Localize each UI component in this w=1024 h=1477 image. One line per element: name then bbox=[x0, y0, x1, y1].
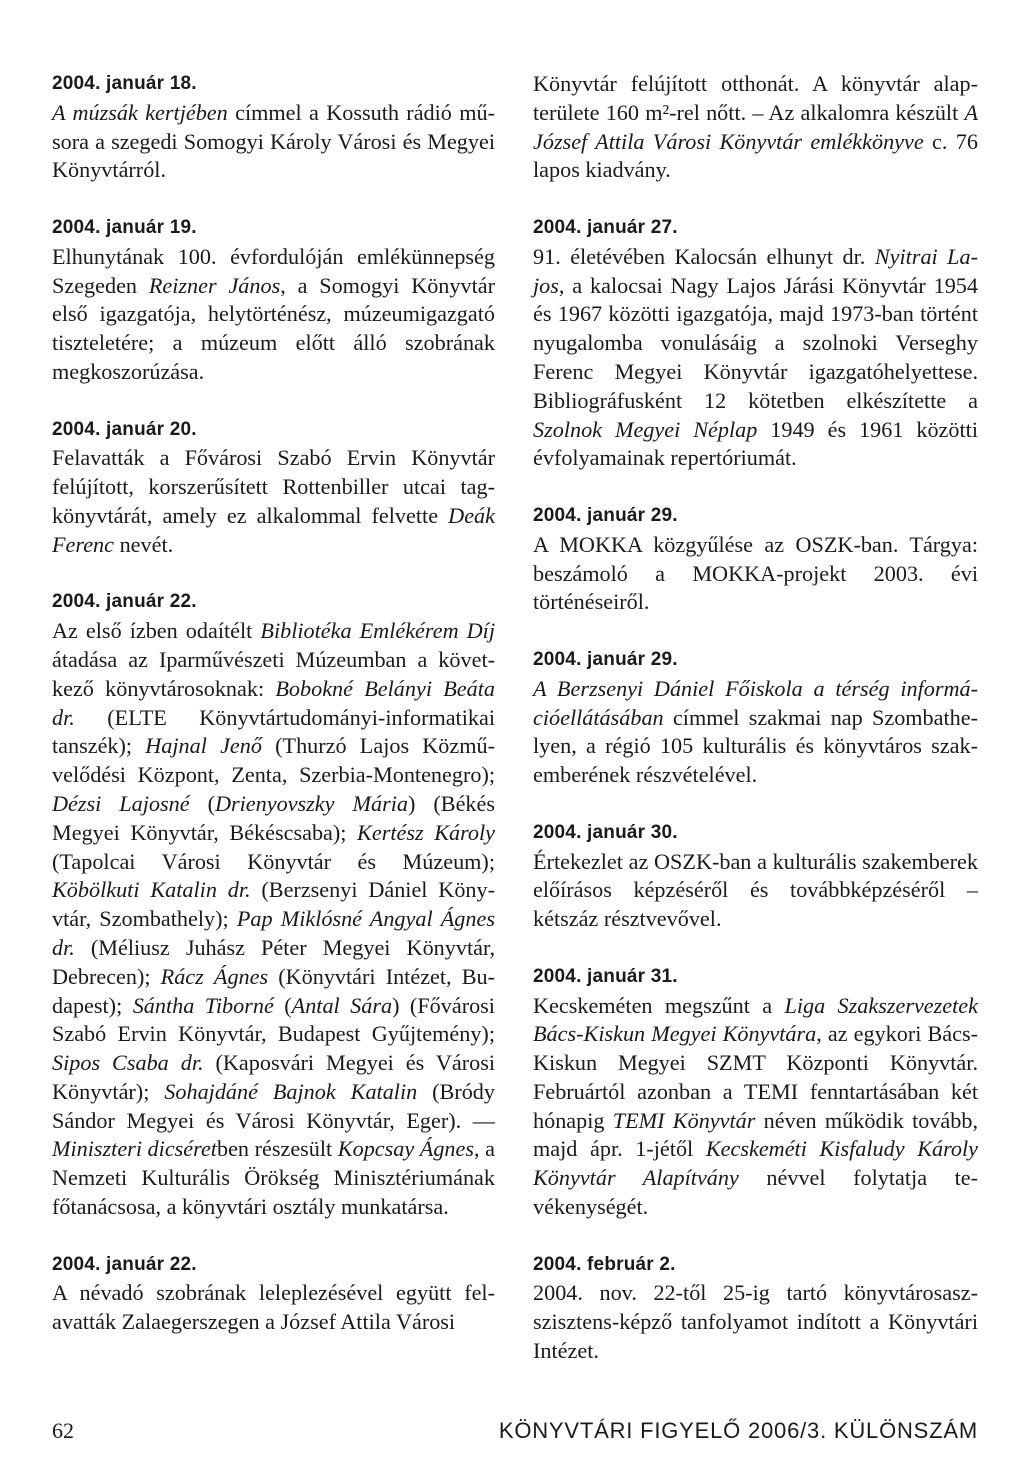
text-run: (Thurzó Lajos Közművelődési Központ, Zenta, Szerbia-Montenegro); bbox=[52, 733, 495, 788]
italic-text: Kopcsay Ágnes bbox=[337, 1136, 475, 1162]
entry-text bbox=[52, 99, 495, 185]
entry-text bbox=[533, 675, 978, 790]
text-run: (Tapolcai Városi Könyvtár és Múzeum); bbox=[52, 848, 495, 874]
text-run: átadása az Iparművészeti Múzeumban a következő könyvtárosoknak: bbox=[52, 646, 495, 701]
entry-text bbox=[533, 243, 978, 473]
entry-date: 2004. január 20. bbox=[52, 418, 197, 440]
text-run: , a kalocsai Nagy Lajos Járási Könyvtár 1954 és 1967 közötti igazgatója, majd 1973-ban történt nyugalomba vonulásáig a szolnoki Verseghy Ferenc Megyei Könyvtár igazgatóhelyettese. Bibliográfusként 12 kötetben elkészítette a bbox=[533, 272, 978, 413]
entry-date: 2004. január 30. bbox=[533, 821, 678, 843]
text-run: (Bródy Sándor Megyei és Városi Könyvtár, Eger). — bbox=[52, 1078, 495, 1133]
chronology-entry bbox=[52, 1251, 495, 1337]
italic-text: A Berzsenyi Dániel Főiskola a térség információellátásában bbox=[533, 675, 978, 730]
text-run: Felavatták a Fővárosi Szabó Ervin Könyvtár felújított, korszerűsített Rottenbiller utcai tagkönyvtárát, amely ez alkalommal felvette bbox=[52, 445, 495, 528]
chronology-entry bbox=[533, 963, 978, 1222]
entry-text bbox=[533, 992, 978, 1222]
italic-text: A múzsák kertjében bbox=[52, 99, 228, 125]
italic-text: Antal Sára bbox=[291, 992, 393, 1018]
entry-date: 2004. január 29. bbox=[533, 504, 678, 526]
text-run: Elhunytának 100. évfordulóján emlékünnepség Szegeden bbox=[52, 243, 495, 298]
journal-title: KÖNYVTÁRI FIGYELŐ 2006/3. KÜLÖNSZÁM bbox=[498, 1418, 978, 1443]
text-run: névvel folytatja tevékenységét. bbox=[533, 1165, 978, 1220]
italic-text: Pap Miklósné Angyal Ágnes dr. bbox=[52, 906, 495, 960]
text-run: , a Nemzeti Kulturális Örökség Minisztériumának főtanácsosa, a könyvtári osztály munkatársa. bbox=[52, 1136, 495, 1220]
entry-date: 2004. február 2. bbox=[533, 1253, 676, 1275]
page-number: 62 bbox=[52, 1418, 74, 1443]
entry-date: 2004. január 18. bbox=[52, 73, 197, 94]
chronology-entry bbox=[52, 214, 495, 387]
italic-text: Sipos Csaba dr. bbox=[52, 1050, 204, 1076]
entry-date: 2004. január 19. bbox=[52, 216, 197, 238]
entry-text bbox=[52, 444, 495, 559]
italic-text: Drienyovszky Mária bbox=[214, 790, 408, 816]
text-run: (Könyvtári Intézet, Budapest); bbox=[52, 963, 495, 1018]
page-footer bbox=[52, 1418, 978, 1448]
text-run: Könyvtár felújított otthonát. A könyvtár alapterülete 160 m²-rel nőtt. – Az alkalomra készült bbox=[533, 71, 978, 125]
text-run: 1949 és 1961 közötti évfolyamainak repertóriumát. bbox=[533, 416, 978, 471]
entry-text bbox=[533, 531, 978, 617]
entry-text bbox=[533, 1279, 978, 1365]
left-column bbox=[52, 70, 495, 1366]
chronology-entry bbox=[52, 588, 495, 1222]
text-run: A névadó szobrának leleplezésével együtt felavatták Zalaegerszegen a József Attila Városi bbox=[52, 1280, 495, 1335]
chronology-entry bbox=[533, 70, 978, 185]
italic-text: Sohajdáné Bajnok Katalin bbox=[164, 1078, 418, 1104]
chronology-entry bbox=[533, 502, 978, 617]
entry-date: 2004. január 27. bbox=[533, 216, 678, 238]
italic-text: Sántha Tiborné bbox=[132, 992, 274, 1018]
entry-text bbox=[52, 243, 495, 387]
chronology-entry bbox=[533, 1251, 978, 1366]
text-run: A MOKKA közgyűlése az OSZK-ban. Tárgya: beszámoló a MOKKA-projekt 2003. évi történéseiről. bbox=[533, 531, 978, 615]
italic-text: Szolnok Megyei Néplap bbox=[533, 416, 758, 442]
text-run: ( bbox=[273, 992, 292, 1018]
entry-date: 2004. január 29. bbox=[533, 648, 678, 670]
italic-text: Miniszteri dicséret bbox=[52, 1136, 217, 1162]
chronology-entry bbox=[533, 214, 978, 473]
italic-text: Deák Ferenc bbox=[52, 502, 495, 557]
entry-date: 2004. január 22. bbox=[52, 1253, 197, 1275]
text-run: 2004. nov. 22-től 25-ig tartó könyvtárosaszszisztens-képző tanfolyamot indított a Könyvtári Intézet. bbox=[533, 1280, 978, 1364]
entry-text bbox=[533, 70, 978, 185]
entry-date: 2004. január 31. bbox=[533, 965, 678, 987]
italic-text: Liga Szakszervezetek Bács-Kiskun Megyei Könyvtára bbox=[533, 992, 978, 1047]
text-run: , az egykori Bács-Kiskun Megyei SZMT Központi Könyvtár. Februártól azonban a TEMI fenntartásában két hónapig bbox=[533, 1021, 978, 1133]
italic-text: TEMI Könyvtár bbox=[612, 1107, 756, 1133]
text-run: (Méliusz Juhász Péter Megyei Könyvtár, Debrecen); bbox=[52, 934, 495, 989]
text-run: ) (Békés Megyei Könyvtár, Békéscsaba); bbox=[52, 790, 495, 845]
entry-text bbox=[533, 848, 978, 934]
text-run: (Kaposvári Megyei és Városi Könyvtár); bbox=[52, 1050, 495, 1104]
right-column bbox=[533, 70, 978, 1395]
text-run: néven működik tovább, majd ápr. 1-jétől bbox=[533, 1107, 979, 1162]
chronology-entry bbox=[533, 819, 978, 934]
chronology-entry bbox=[52, 70, 495, 185]
text-run: címmel szakmai nap Szombathelyen, a régió 105 kulturális és könyvtáros szakemberének részvételével. bbox=[533, 704, 978, 788]
entry-text bbox=[52, 1279, 495, 1337]
text-run: nevét. bbox=[114, 531, 174, 557]
chronology-entry bbox=[52, 416, 495, 560]
italic-text: Hajnal Jenő bbox=[145, 733, 262, 759]
text-run: (ELTE Könyvtártudományi-informatikai tanszék); bbox=[52, 704, 495, 759]
chronology-entry bbox=[533, 646, 978, 790]
text-run: ) (Fővárosi Szabó Ervin Könyvtár, Budapest Gyűjtemény); bbox=[52, 992, 495, 1047]
text-run: , a Somogyi Könyvtár első igazgatója, helytörténész, múzeumigazgató tiszteletére; a múzeum előtt álló szobrának megkoszorúzása. bbox=[52, 272, 495, 384]
text-run: ben részesült bbox=[216, 1136, 338, 1162]
text-run: címmel a Kossuth rádió műsora a szegedi Somogyi Károly Városi és Megyei Könyvtárról. bbox=[52, 99, 495, 183]
italic-text: A József Attila Városi Könyvtár emlékkönyve bbox=[533, 99, 978, 154]
text-run: (Berzsenyi Dániel Könyvtár, Szombathely); bbox=[52, 877, 495, 932]
text-run: ( bbox=[189, 790, 215, 816]
text-run: 91. életévében Kalocsán elhunyt dr. bbox=[533, 243, 875, 269]
italic-text: Nyitrai Lajos bbox=[533, 243, 978, 298]
entry-date: 2004. január 22. bbox=[52, 591, 197, 613]
italic-text: Rácz Ágnes bbox=[160, 963, 269, 989]
italic-text: Kecskeméti Kisfaludy Károly Könyvtár Alapítvány bbox=[533, 1136, 979, 1191]
text-run: c. 76 lapos kiadvány. bbox=[533, 128, 978, 183]
text-run: Értekezlet az OSZK-ban a kulturális szakemberek előírásos képzéséről és továbbképzéséről – kétszáz résztvevővel. bbox=[533, 848, 978, 932]
text-run: Az első ízben odaítélt bbox=[52, 618, 261, 644]
italic-text: Kertész Károly bbox=[357, 819, 496, 845]
text-run: Kecskeméten megszűnt a bbox=[533, 992, 785, 1018]
italic-text: Dézsi Lajosné bbox=[52, 790, 190, 816]
entry-text bbox=[52, 617, 495, 1222]
italic-text: Köbölkuti Katalin dr. bbox=[52, 877, 251, 903]
italic-text: Bobokné Belányi Beáta dr. bbox=[52, 675, 495, 730]
italic-text: Bibliotéka Emlékérem Díj bbox=[260, 618, 495, 644]
italic-text: Reizner János bbox=[148, 272, 281, 298]
